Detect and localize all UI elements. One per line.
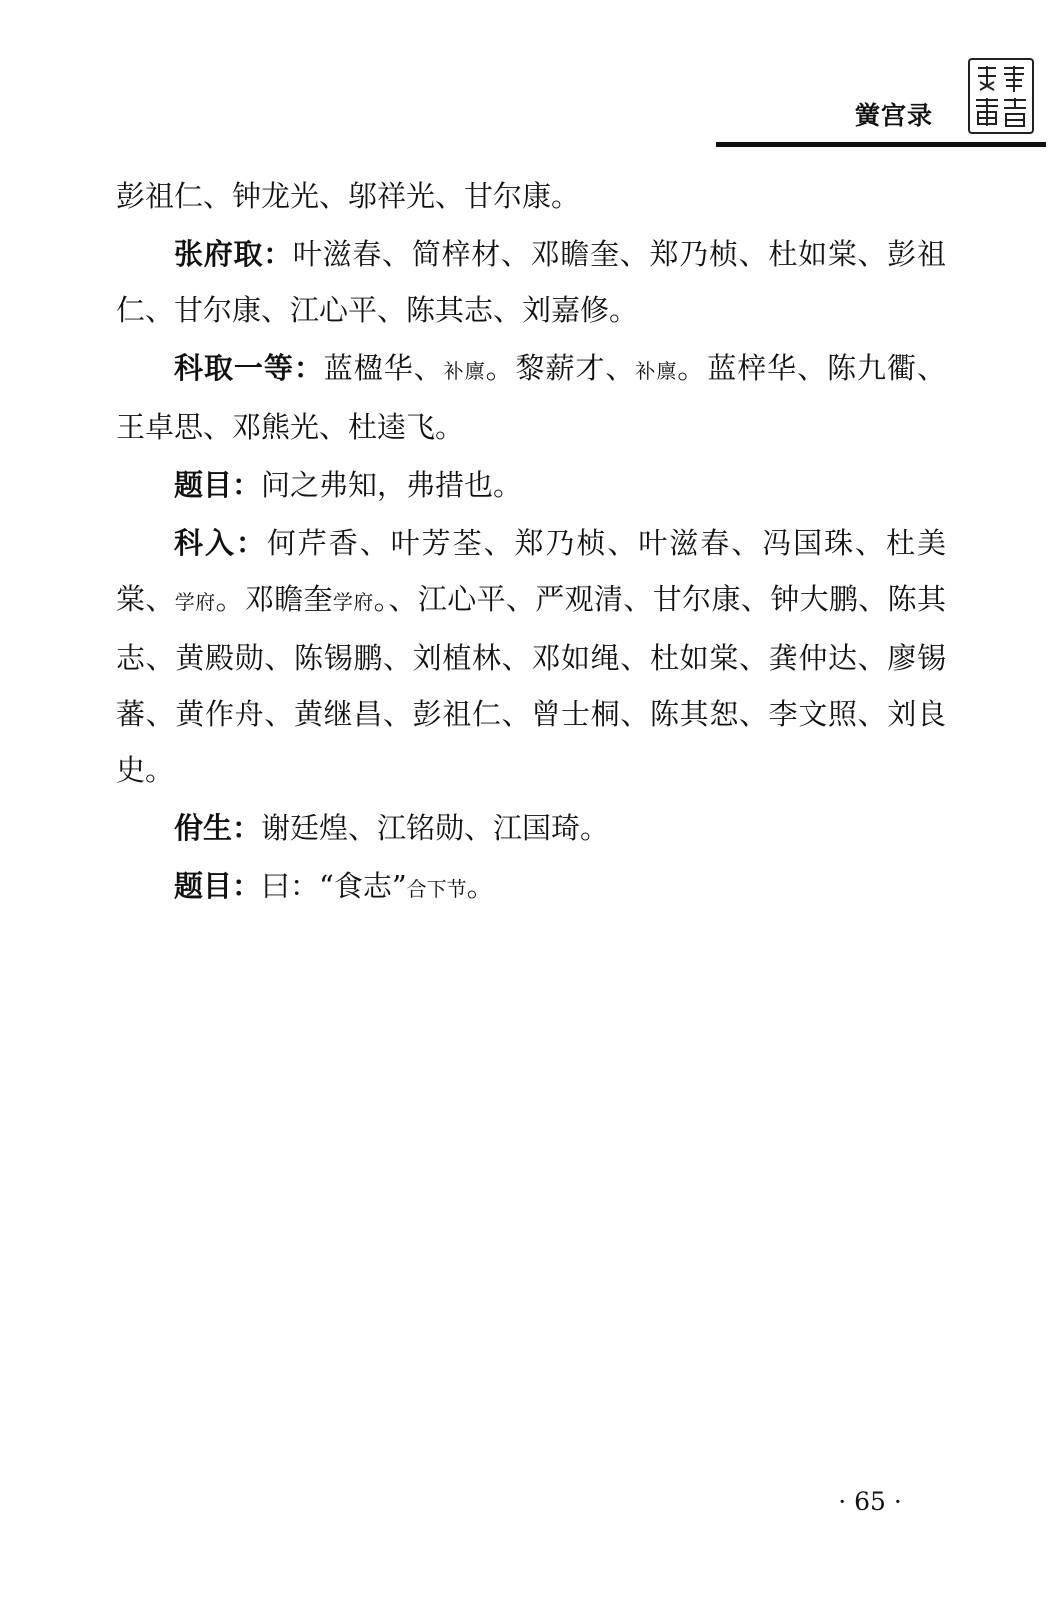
inline-note: 学府	[332, 590, 374, 614]
paragraph-text: 。邓瞻奎	[215, 582, 333, 616]
paragraph-text: 蓝楹华、	[323, 351, 444, 385]
header-rule	[716, 142, 1046, 147]
paragraph-text: 。蓝梓华、陈九衢、王卓思、邓熊光、杜逵飞。	[116, 351, 946, 444]
paragraph-text: 叶滋春、简梓材、邓瞻奎、郑乃桢、杜如棠、彭祖仁、甘尔康、江心平、陈其志、刘嘉修。	[116, 237, 946, 327]
paragraph	[116, 457, 946, 513]
paragraph-text: 问之弗知，弗措也。	[261, 468, 523, 502]
paragraph-label: 佾生：	[174, 811, 262, 845]
main-text	[116, 168, 946, 919]
page-number: · 65 ·	[838, 1487, 902, 1516]
paragraph-label: 题目：	[174, 869, 262, 903]
paragraph-text: 彭祖仁、钟龙光、邬祥光、甘尔康。	[116, 179, 581, 213]
seal-stamp-glyph	[970, 60, 1032, 132]
paragraph	[116, 340, 946, 455]
inline-note: 合下节	[406, 877, 467, 901]
paragraph	[116, 858, 946, 917]
paragraph-text: 曰：“食志”	[261, 869, 407, 903]
paragraph-label: 张府取：	[174, 237, 293, 271]
paragraph-text: 谢廷煌、江铭勋、江国琦。	[261, 811, 610, 845]
paragraph-label: 科入：	[174, 526, 267, 560]
paragraph-label: 题目：	[174, 468, 262, 502]
paragraph-text: 。	[466, 869, 496, 903]
paragraph-text: 何芹香、叶芳荃、郑乃桢、叶滋春、冯国珠、杜美棠、	[116, 526, 946, 616]
paragraph	[116, 226, 946, 338]
paragraph	[116, 515, 946, 798]
paragraph	[116, 800, 946, 856]
paragraph	[116, 168, 946, 224]
paragraph-label: 科取一等：	[174, 351, 324, 385]
running-header-title: 黉宫录	[855, 101, 934, 130]
inline-note: 补廪	[443, 359, 486, 383]
inline-note: 学府	[174, 590, 216, 614]
inline-note: 补廪	[635, 359, 678, 383]
seal-stamp	[968, 58, 1034, 134]
paragraph-text: 。、江心平、严观清、甘尔康、钟大鹏、陈其志、黄殿勋、陈锡鹏、刘植林、邓如绳、杜如棠、龚仲达、廖锡蕃、黄作舟、黄继昌、彭祖仁、曾士桐、陈其恕、李文照、刘良史。	[116, 582, 947, 787]
paragraph-text: 。黎薪才、	[485, 351, 636, 385]
